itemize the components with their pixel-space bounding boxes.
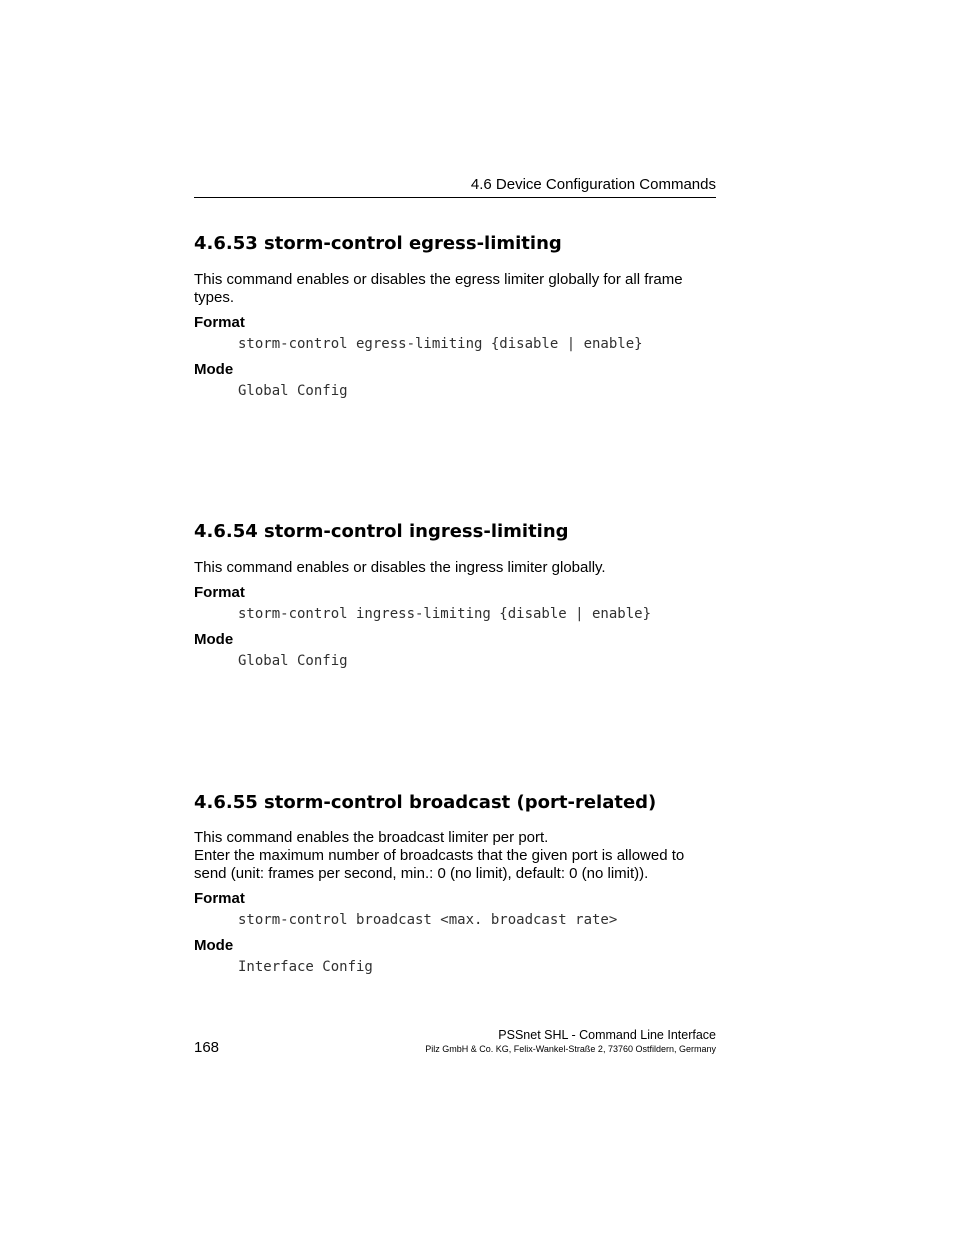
format-command: storm-control ingress-limiting {disable | enable} bbox=[238, 606, 652, 622]
section-description: This command enables or disables the ingress limiter globally. bbox=[194, 559, 606, 576]
section-title-4-6-54: 4.6.54 storm-control ingress-limiting bbox=[194, 521, 569, 542]
footer-product: PSSnet SHL - Command Line Interface bbox=[498, 1028, 716, 1042]
section-title-4-6-55: 4.6.55 storm-control broadcast (port-related) bbox=[194, 792, 657, 813]
format-command: storm-control broadcast <max. broadcast rate> bbox=[238, 912, 618, 928]
section-title-4-6-53: 4.6.53 storm-control egress-limiting bbox=[194, 233, 562, 254]
format-command: storm-control egress-limiting {disable | enable} bbox=[238, 336, 643, 352]
mode-label: Mode bbox=[194, 937, 234, 954]
format-label: Format bbox=[194, 890, 245, 907]
page-number: 168 bbox=[194, 1039, 220, 1056]
format-label: Format bbox=[194, 584, 245, 601]
section-description-detail: Enter the maximum number of broadcasts that the given port is allowed to send (unit: frames per second, min.: 0 (no limit), default: 0 (no limit)). bbox=[194, 847, 685, 882]
section-description: This command enables or disables the egress limiter globally for all frame types. bbox=[194, 271, 683, 306]
section-description: This command enables the broadcast limiter per port. bbox=[194, 829, 549, 846]
mode-value: Global Config bbox=[238, 383, 348, 399]
format-label: Format bbox=[194, 314, 245, 331]
mode-label: Mode bbox=[194, 361, 234, 378]
running-header-title: 4.6 Device Configuration Commands bbox=[470, 176, 716, 193]
footer-company: Pilz GmbH & Co. KG, Felix-Wankel-Straße 2, 73760 Ostfildern, Germany bbox=[425, 1044, 716, 1054]
running-header bbox=[194, 175, 716, 198]
mode-value: Global Config bbox=[238, 653, 348, 669]
mode-label: Mode bbox=[194, 631, 234, 648]
mode-value: Interface Config bbox=[238, 959, 373, 975]
